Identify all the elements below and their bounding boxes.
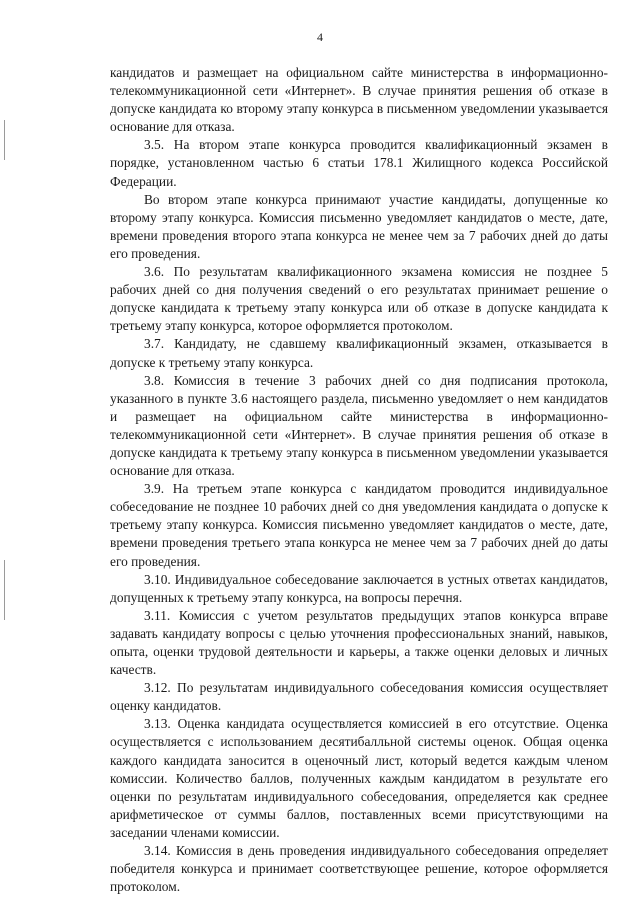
paragraph-continuation: кандидатов и размещает на официальном сайте министерства в информационно-телекоммуникационной сети «Интернет». В случае принятия решения об отказе в допуске кандидата ко второму этапу конкурса в письменном уведомлении указывается основание для отказа. bbox=[110, 65, 608, 135]
paragraph-3-6: 3.6. По результатам квалификационного экзамена комиссия не позднее 5 рабочих дней со дня получения сведений о его результатах принимает решение о допуске кандидата к третьему этапу конкурса или об отказе в допуске кандидата к третьему этапу конкурса, которое оформляется протоколом. bbox=[110, 264, 608, 334]
paragraph-3-5: 3.5. На втором этапе конкурса проводится квалификационный экзамен в порядке, установленном частью 6 статьи 178.1 Жилищного кодекса Российской Федерации. bbox=[110, 137, 608, 189]
paragraph-second-stage: Во втором этапе конкурса принимают участие кандидаты, допущенные ко второму этапу конкурса. Комиссия письменно уведомляет кандидатов о месте, дате, времени проведения второго этапа конкурса не менее чем за 7 рабочих дней до даты его проведения. bbox=[110, 191, 608, 261]
paragraph-3-12: 3.12. По результатам индивидуального собеседования комиссия осуществляет оценку кандидатов. bbox=[110, 680, 608, 714]
paragraph-3-11: 3.11. Комиссия с учетом результатов предыдущих этапов конкурса вправе задавать кандидату вопросы с целью уточнения профессиональных знаний, навыков, опыта, оценки трудовой деятельности и карьеры, а также оценки деловых и личных качеств. bbox=[110, 607, 608, 678]
paragraph-3-7: 3.7. Кандидату, не сдавшему квалификационный экзамен, отказывается в допуске к третьему этапу конкурса. bbox=[110, 336, 608, 370]
paragraph-3-14: 3.14. Комиссия в день проведения индивидуального собеседования определяет победителя конкурса и принимает соответствующее решение, которое оформляется протоколом. bbox=[110, 843, 608, 895]
scan-margin-mark bbox=[4, 120, 5, 160]
paragraph-3-8: 3.8. Комиссия в течение 3 рабочих дней со дня подписания протокола, указанного в пункте 3.6 настоящего раздела, письменно уведомляет о нем кандидатов и размещает на официальном сайте министерства в информационно-телекоммуникационной сети «Интернет». В случае принятия решения об отказе в допуске кандидата к третьему этапу конкурса в письменном уведомлении указывается основание для отказа. bbox=[110, 372, 608, 479]
paragraph-3-9: 3.9. На третьем этапе конкурса с кандидатом проводится индивидуальное собеседование не позднее 10 рабочих дней со дня уведомления кандидата о допуске к третьему этапу конкурса. Комиссия письменно уведомляет кандидатов о месте, дате, времени проведения третьего этапа конкурса не менее чем за 7 рабочих дней до даты его проведения. bbox=[110, 481, 608, 569]
paragraph-3-10: 3.10. Индивидуальное собеседование заключается в устных ответах кандидатов, допущенных к третьему этапу конкурса, на вопросы перечня. bbox=[110, 571, 608, 605]
document-body bbox=[110, 64, 608, 896]
paragraph-3-13: 3.13. Оценка кандидата осуществляется комиссией в его отсутствие. Оценка осуществляется с использованием десятибалльной системы оценок. Общая оценка каждого кандидата заносится в оценочный лист, который ведется каждым членом комиссии. Количество баллов, полученных каждым кандидатом в результате его оценки по результатам индивидуального собеседования, определяется как среднее арифметическое от суммы баллов, поставленных всеми присутствующими на заседании членами комиссии. bbox=[110, 716, 608, 840]
page-number: 4 bbox=[317, 30, 323, 44]
scan-margin-mark bbox=[4, 560, 5, 620]
